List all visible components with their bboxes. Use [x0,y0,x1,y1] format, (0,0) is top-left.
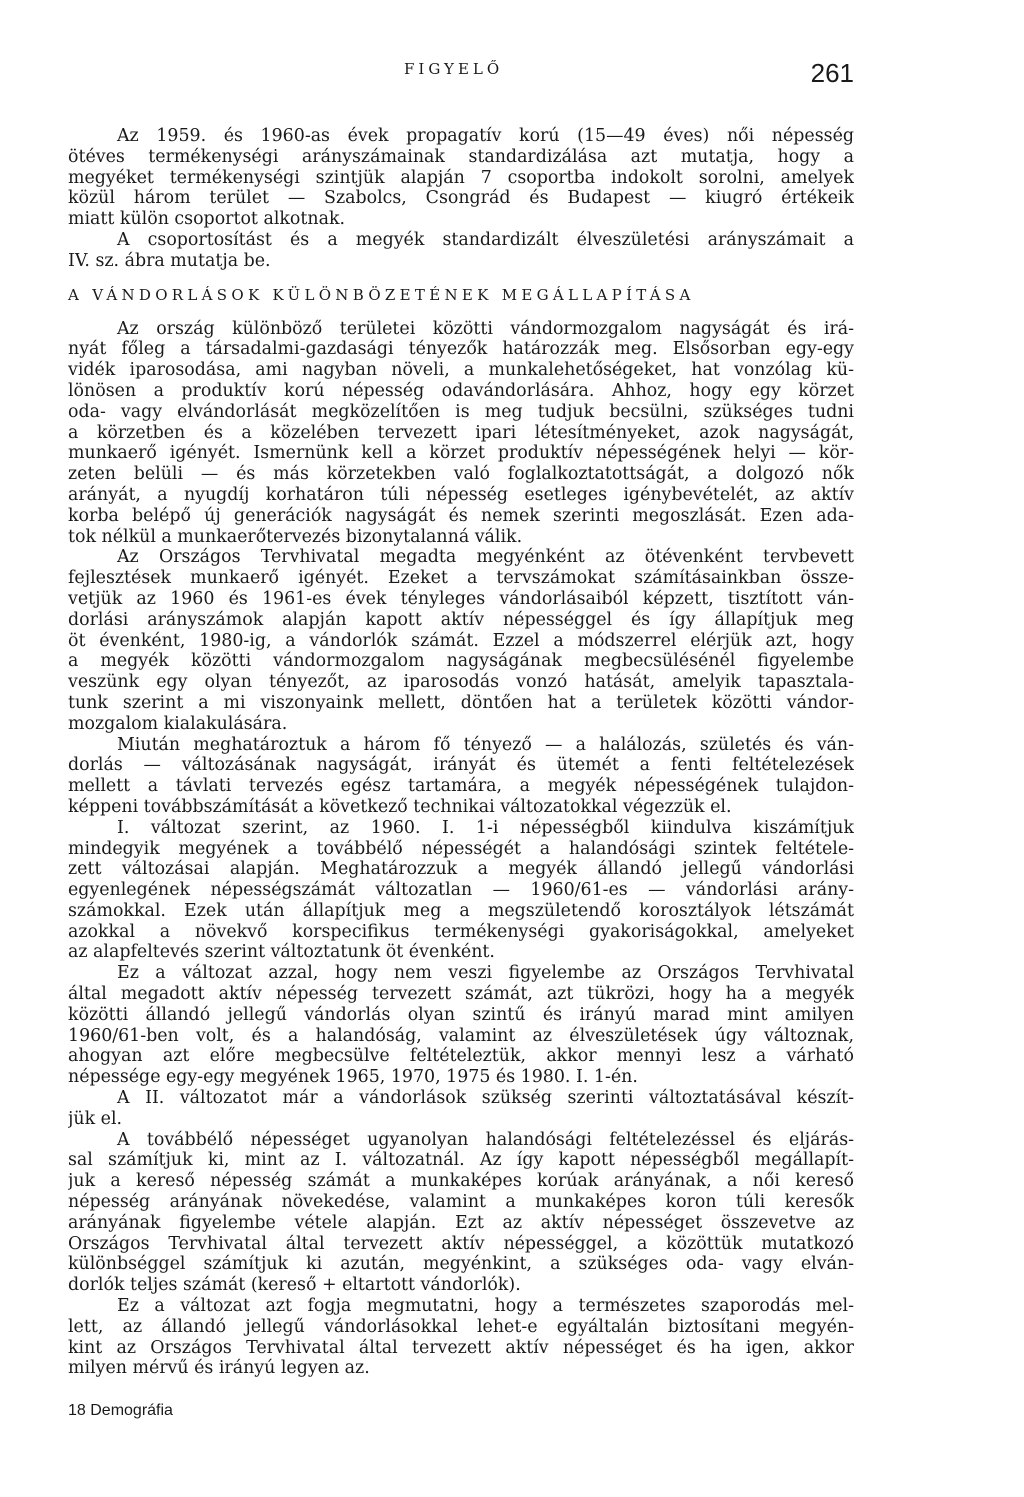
text-line: a megyék közötti vándormozgalom nagyságának megbecsülésénél figyelembe [68,651,854,672]
text-line: népesség arányának növekedése, valamint a munkaképes koron túli keresők [68,1192,854,1213]
text-line: azokkal a növekvő korspecifikus termékenységi gyakoriságokkal, amelyeket [68,921,854,942]
text-line: nyát főleg a társadalmi-gazdasági tényezők határozzák meg. Elsősorban egy-egy [68,339,854,360]
text-line: mozgalom kialakulására. [68,713,288,734]
text-line: veszünk egy olyan tényezőt, az iparosodás vonzó hatását, amelyik tapasztala- [68,672,854,693]
text-line: A II. változatot már a vándorlások szükség szerinti változtatásával készít- [117,1088,854,1109]
text-line: Ez a változat azt fogja megmutatni, hogy a természetes szaporodás mel- [117,1296,854,1317]
text-line: különbséggel számítjuk ki azután, megyénkint, a szükséges oda- vagy elván- [68,1254,854,1275]
text-line: dorlási arányszámok alapján kapott aktív népességgel és így állapítjuk meg [68,609,854,630]
text-line: I. változat szerint, az 1960. I. 1-i népességből kiindulva kiszámítjuk [117,817,854,838]
text-line: egyenlegének népességszámát változatlan — 1960/61-es — vándorlási arány- [68,880,854,901]
section-body [68,319,854,1380]
text-line: Országos Tervhivatal által tervezett aktív népességgel, a közöttük mutatkozó [68,1233,854,1254]
text-line: lett, az állandó jellegű vándorlásokkal lehet-e egyáltalán biztosítani megyén- [68,1316,854,1337]
text-line: 1960/61-ben volt, és a halandóság, valamint az élveszületések úgy változnak, [68,1025,854,1046]
section-heading: A VÁNDORLÁSOK KÜLÖNBÖZETÉNEK MEGÁLLAPÍTÁSA [68,285,695,304]
text-line: képpeni továbbszámítását a következő technikai változatokkal végezzük el. [68,796,732,817]
text-line: IV. sz. ábra mutatja be. [68,250,271,271]
text-line: sal számítjuk ki, mint az I. változatnál. Az így kapott népességből megállapít- [68,1150,854,1171]
text-line: munkaerő igényét. Ismernünk kell a körzet produktív népességének helyi — kör- [68,443,854,464]
text-line: által megadott aktív népesség tervezett számát, azt tükrözi, hogy ha a megyék [68,984,854,1005]
text-line: kint az Országos Tervhivatal által tervezett aktív népességet és ha igen, akkor [68,1337,854,1358]
text-line: vetjük az 1960 és 1961-es évek tényleges vándorlásaiból képzett, tisztított ván- [68,588,854,609]
running-header: FIGYELŐ [404,60,504,78]
text-line: juk a kereső népesség számát a munkaképes korúak arányának, a női kereső [68,1171,854,1192]
main-text [68,126,854,1379]
text-line: Miután meghatároztuk a három fő tényező — a halálozás, születés és ván- [117,734,854,755]
text-line: számokkal. Ezek után állapítjuk meg a megszületendő korosztályok létszámát [68,900,854,921]
footer-signature: 18 Demográfia [68,1402,173,1419]
text-line: dorlók teljes számát (kereső + eltartott vándorlók). [68,1275,521,1296]
text-line: arányát, a nyugdíj korhatáron túli népesség esetleges igénybevételét, az aktív [68,484,854,505]
text-line: ötéves termékenységi arányszámainak standardizálása azt mutatja, hogy a [68,146,854,167]
text-line: öt évenként, 1980-ig, a vándorlók számát. Ezzel a módszerrel elérjük azt, hogy [68,630,854,651]
text-line: mindegyik megyének a továbbélő népességét a halandósági szintek feltétele- [68,838,854,859]
text-line: arányának figyelembe vétele alapján. Ezt az aktív népességet összevetve az [68,1212,854,1233]
text-line: lönösen a produktív korú népesség odavándorlására. Ahhoz, hogy egy körzet [68,380,854,401]
text-line: Az 1959. és 1960-as évek propagatív korú (15—49 éves) női népesség [117,126,854,146]
text-line: fejlesztések munkaerő igényét. Ezeket a tervszámokat számításainkban össze- [68,568,854,589]
text-line: miatt külön csoportot alkotnak. [68,209,346,230]
text-line: közötti állandó jellegű vándorlás olyan szintű és irányú marad mint amilyen [68,1004,854,1025]
text-line: oda- vagy elvándorlását megközelítően is meg tudjuk becsülni, szükséges tudni [68,401,854,422]
text-line: az alapfeltevés szerint változtatunk öt évenként. [68,942,495,963]
text-line: mellett a távlati tervezés egész tartamára, a megyék népességének tulajdon- [68,776,854,797]
text-line: jük el. [68,1108,123,1129]
text-line: A csoportosítást és a megyék standardizált élveszületési arányszámait a [117,229,854,250]
text-line: milyen mérvű és irányú legyen az. [68,1358,370,1379]
text-line: megyéket termékenységi szintjük alapján 7 csoportba indokolt sorolni, amelyek [68,167,854,188]
text-line: közül három terület — Szabolcs, Csongrád és Budapest — kiugró értékeik [68,188,854,209]
text-line: Ez a változat azzal, hogy nem veszi figyelembe az Országos Tervhivatal [117,963,854,984]
text-line: dorlás — változásának nagyságát, irányát és ütemét a fenti feltételezések [68,755,854,776]
text-line: vidék iparosodása, ami nagyban növeli, a munkalehetőségeket, hat vonzólag kü- [68,360,854,381]
text-line: tunk szerint a mi viszonyaink mellett, döntően hat a területek közötti vándor- [68,692,854,713]
text-line: korba belépő új generációk nagyságát és nemek szerinti megoszlását. Ezen ada- [68,505,854,526]
text-line: zett változásai alapján. Meghatározzuk a megyék állandó jellegű vándorlási [68,859,854,880]
text-line: zeten belüli — és más körzetekben való foglalkoztatottságát, a dolgozó nők [68,464,854,485]
text-line: Az Országos Tervhivatal megadta megyénként az ötévenként tervbevett [117,547,854,568]
text-line: a körzetben és a közelében tervezett ipari létesítményeket, azok nagyságát, [68,422,854,443]
text-line: tok nélkül a munkaerőtervezés bizonytalanná válik. [68,526,523,547]
text-line: Az ország különböző területei közötti vándormozgalom nagyságát és irá- [117,318,854,339]
intro-paragraphs [68,126,854,272]
text-line: népessége egy-egy megyének 1965, 1970, 1975 és 1980. I. 1-én. [68,1067,638,1088]
page-number: 261 [810,58,854,88]
text-line: A továbbélő népességet ugyanolyan halandósági feltételezéssel és eljárás- [117,1129,854,1150]
text-line: ahogyan azt előre megbecsülve feltételeztük, akkor mennyi lesz a várható [68,1046,854,1067]
